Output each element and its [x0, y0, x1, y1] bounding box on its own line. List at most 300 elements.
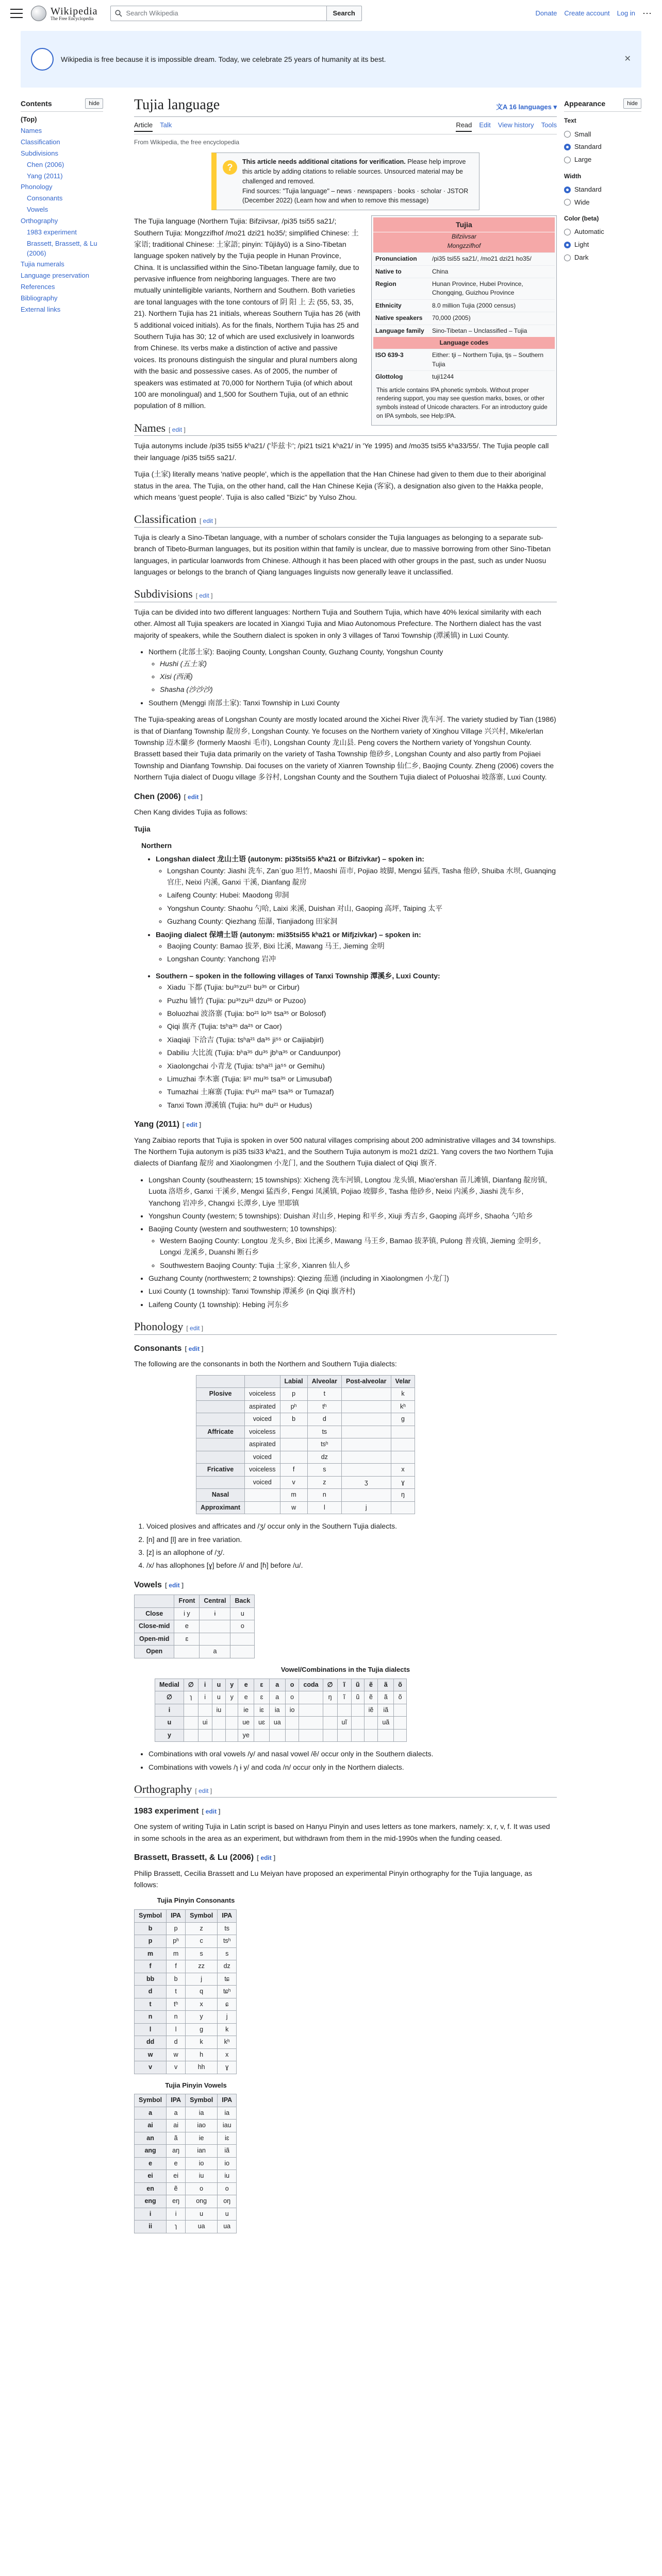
- table-cell: o: [186, 2182, 218, 2195]
- table-cell: [226, 1704, 238, 1717]
- table-cell: Close-mid: [135, 1620, 174, 1633]
- table-cell: [351, 1717, 364, 1730]
- article-body: [134, 215, 557, 419]
- table-cell: [196, 1451, 245, 1464]
- table-cell: iẽ: [364, 1704, 378, 1717]
- color-automatic[interactable]: [564, 226, 641, 239]
- table-cell: ʒ: [342, 1476, 391, 1489]
- table-cell: n: [307, 1489, 341, 1502]
- table-cell: [337, 1704, 351, 1717]
- table-row: [135, 2011, 237, 2024]
- table-header: y: [226, 1679, 238, 1691]
- paragraph: Tujia is clearly a Sino-Tibetan language, with a number of scholars consider the Tujia languages as belonging to a separate sub-branch of Tibeto-Burman languages, but its position within that family is unclear, due to massive borrowing from other Sino-Tibetan languages, in particular loanwords from Chinese. Although it has been placed with other groups in the past, such as under Nuosu languages or belongs to the branch of Qiang languages linguists now generally leave it unclassified.: [134, 533, 551, 577]
- table-header: IPA: [167, 1910, 186, 1923]
- toc-item[interactable]: Tujia numerals: [21, 260, 64, 268]
- table-row: [196, 1413, 415, 1426]
- width-wide[interactable]: [564, 196, 641, 209]
- infobox-key: Language family: [375, 327, 424, 334]
- table-cell: iu: [218, 2170, 237, 2183]
- vowel-table: [134, 1595, 255, 1658]
- ipa-notice: This article contains IPA phonetic symbols. Without proper rendering support, you may see question marks, boxes, or other symbols instead of Unicode characters. For an introductory guide on IPA symbols, see Help:IPA.: [376, 387, 548, 419]
- table-cell: ie: [238, 1704, 254, 1717]
- list-item: ◦ Western Baojing County: Longtou 龙头乡, Bixi 比溪乡, Mawang 马王乡, Bamao 拔茅镇, Pulong 普戎镇, Jieming 金明乡, Longxi 龙溪乡, Duanshi 断石乡: [160, 1235, 557, 1258]
- table-cell: ũ: [351, 1691, 364, 1704]
- close-icon[interactable]: ✕: [624, 55, 631, 64]
- toc-item[interactable]: Yang (2011): [27, 172, 63, 180]
- table-cell: b: [135, 1922, 167, 1935]
- tab-article[interactable]: Article: [134, 120, 153, 132]
- subdivision-list: [148, 646, 557, 708]
- table-row: [135, 2208, 237, 2221]
- table-row: [196, 1438, 415, 1451]
- heading-text: Yang (2011): [134, 1120, 180, 1129]
- table-header-row: [135, 1595, 255, 1608]
- table-cell: ɕ: [218, 1998, 237, 2011]
- table-cell: [391, 1426, 415, 1438]
- table-header: Symbol: [186, 1910, 218, 1923]
- table-cell: [200, 1633, 230, 1646]
- table-row: [135, 1947, 237, 1960]
- edit-section-link[interactable]: [ edit ]: [169, 426, 186, 433]
- table-cell: v: [167, 2061, 186, 2074]
- appearance-hide-button[interactable]: hide: [623, 98, 641, 109]
- heading-text: Orthography: [134, 1782, 192, 1795]
- list-item: • Longshan County (southeastern; 15 townships): Xicheng 洗车河镇, Longtou 龙头镇, Miao'ershan 苗儿滩镇, Dianfang 靛房镇, Luota 洛塔乡, Ganxi 干溪乡, Mengxi 猛西乡, Fengxi 凤溪镇, Pojiao 坡脚乡, Tasha 他砂乡, Neixi 内溪乡, Jiashi 洗车乡, Yanchong 岩冲乡, Changxi 长潭乡, Liye 里耶镇: [148, 1174, 557, 1209]
- table-cell: aspirated: [245, 1400, 280, 1413]
- paragraph: Chen Kang divides Tujia as follows:: [134, 808, 248, 817]
- heading-text: Brassett, Brassett, & Lu (2006): [134, 1853, 254, 1862]
- table-cell: i y: [174, 1607, 200, 1620]
- table-row: [135, 1986, 237, 1998]
- search-button[interactable]: Search: [327, 6, 362, 21]
- table-cell: [196, 1438, 245, 1451]
- table-header: coda: [299, 1679, 323, 1691]
- infobox-key: ISO 639-3: [375, 351, 404, 359]
- infobox-row: [373, 265, 555, 278]
- list-item: [148, 646, 557, 696]
- lead-paragraph: The Tujia language (Northern Tujia: Bifziivsar, /pi35 tsi55 sa21/; Southern Tujia: Mongzzifhof /mo21 dzi21 ho35/; simplified Chinese: 土家语; traditional Chinese: 土家語; pinyin: Tǔjiāyǔ) is a Sino-Tibetan language spoken natively by the Tujia people in Hunan Province, China. It is unclassified within the Sino-Tibetan language family, due to pervasive influence from neighboring languages. There are two mutually unintelligible variants, Northern and Southern. Both varieties are tonal languages with the tone contours of 阴 阳 上 去 (55, 53, 35, 21). Northern Tujia has 21 initials, whereas Southern Tujia has 26 (with 5 additional voiced initials). As for the finals, Northern Tujia has 25 and Southern Tujia has 30; 12 of which are used exclusively in loanwords from Chinese. Its verbs make a distinction of active and passive voices. Its pronouns distinguish the singular and plural numbers along with the basic and possessive cases. As of 2005, the number of speakers was estimated at 70,000 for Northern Tujia (of which about 100 are monolingual) and 1,500 for Southern Tujia, out of an ethnic population of 8 million.: [134, 217, 360, 410]
- table-cell: w: [167, 2048, 186, 2061]
- width-standard[interactable]: [564, 183, 641, 196]
- table-cell: [280, 1426, 307, 1438]
- table-cell: j: [186, 1973, 218, 1986]
- infobox-value: tuji1244: [432, 373, 454, 381]
- table-row: [135, 1646, 255, 1658]
- table-cell: [196, 1400, 245, 1413]
- text-size-small[interactable]: [564, 128, 641, 141]
- table-cell: b: [280, 1413, 307, 1426]
- table-cell: e: [174, 1620, 200, 1633]
- table-cell: tsʰ: [218, 1935, 237, 1948]
- table-cell: i: [135, 2208, 167, 2221]
- table-cell: w: [280, 1501, 307, 1514]
- paragraph: The following are the consonants in both the Northern and Southern Tujia dialects:: [134, 1360, 397, 1368]
- toc-item[interactable]: Vowels: [27, 206, 48, 214]
- option-label: Dark: [574, 253, 589, 261]
- list-item: [156, 970, 557, 1111]
- table-cell: p: [167, 1922, 186, 1935]
- table-row: [135, 2182, 237, 2195]
- list-item: ◦ Limuzhai 李木寨 (Tujia: li²¹ mu³⁵ tsa³⁵ or Limusubaf): [167, 1073, 557, 1084]
- site-header: [0, 0, 662, 27]
- table-cell: pʰ: [280, 1400, 307, 1413]
- toc-item[interactable]: Consonants: [27, 194, 63, 202]
- table-cell: [299, 1704, 323, 1717]
- option-label: Light: [574, 241, 589, 249]
- list-item: ◦ Qiqi 旗齐 (Tujia: tsʰa³⁵ da²⁵ or Caor): [167, 1021, 557, 1032]
- section-vowels: [134, 1579, 557, 1592]
- edit-section-link[interactable]: [ edit ]: [186, 1325, 204, 1332]
- table-cell: [391, 1451, 415, 1464]
- table-cell: x: [391, 1464, 415, 1477]
- consonant-table: [196, 1375, 415, 1515]
- wikipedia-logo[interactable]: [31, 6, 98, 21]
- edit-section-link[interactable]: [ edit ]: [183, 1121, 202, 1129]
- table-cell: Fricative: [196, 1464, 245, 1477]
- table-cell: [196, 1413, 245, 1426]
- toc-item[interactable]: Classification: [21, 138, 60, 146]
- table-cell: oŋ: [218, 2195, 237, 2208]
- toc-item[interactable]: Language preservation: [21, 272, 89, 280]
- edit-section-link[interactable]: [ edit ]: [195, 592, 213, 600]
- list-item: ◦ Longshan County: Yanchong 岩冲: [167, 953, 557, 964]
- table-row: [135, 2132, 237, 2145]
- table-cell: d: [307, 1413, 341, 1426]
- table-cell: [342, 1489, 391, 1502]
- table-cell: a: [135, 2107, 167, 2120]
- table-row: [135, 2023, 237, 2036]
- pinyin-vowel-table: [134, 2094, 237, 2233]
- tab-talk[interactable]: Talk: [160, 121, 172, 129]
- heading-text: Subdivisions: [134, 587, 193, 601]
- table-cell: [391, 1501, 415, 1514]
- appearance-panel: [564, 98, 641, 269]
- table-row: [135, 1935, 237, 1948]
- table-cell: voiced: [245, 1451, 280, 1464]
- table-cell: [337, 1729, 351, 1742]
- list-item: • Combinations with oral vowels /y/ and nasal vowel /ẽ/ occur only in the Southern dialects.: [148, 1748, 557, 1759]
- section-1983-experiment: [134, 1805, 557, 1818]
- donate-link[interactable]: Donate: [535, 9, 557, 17]
- option-label: Small: [574, 130, 591, 138]
- list-item: ◦ Laifeng County: Hubei: Maodong 卯洞: [167, 889, 557, 901]
- table-row: [135, 1998, 237, 2011]
- table-cell: [394, 1717, 407, 1730]
- table-header: Labial: [280, 1375, 307, 1388]
- toc-item[interactable]: 1983 experiment: [27, 228, 77, 236]
- table-cell: o: [230, 1620, 255, 1633]
- table-cell: z: [307, 1476, 341, 1489]
- table-row: [135, 2195, 237, 2208]
- chen-northern-heading: Northern: [141, 841, 172, 850]
- banner-logo-icon: [31, 48, 54, 71]
- table-cell: uĩ: [337, 1717, 351, 1730]
- table-header: Symbol: [135, 2094, 167, 2107]
- table-cell: ts: [307, 1426, 341, 1438]
- table-cell: tʰ: [167, 1998, 186, 2011]
- table-cell: ye: [238, 1729, 254, 1742]
- table-cell: [342, 1438, 391, 1451]
- table-header-row: [196, 1375, 415, 1388]
- infobox-value: 8.0 million Tujia (2000 census): [432, 301, 516, 309]
- table-cell: j: [218, 2011, 237, 2024]
- infobox-value: Either: tji – Northern Tujia, tjs – Southern Tujia: [432, 351, 544, 368]
- table-cell: iau: [218, 2120, 237, 2132]
- table-header: Central: [200, 1595, 230, 1608]
- edit-section-link[interactable]: [ edit ]: [164, 1581, 184, 1589]
- table-cell: e: [167, 2157, 186, 2170]
- table-row: [196, 1426, 415, 1438]
- color-light[interactable]: [564, 239, 641, 251]
- list-item: ◦ Southwestern Baojing County: Tujia 土家乡, Xianren 仙人乡: [160, 1260, 557, 1271]
- table-cell: [212, 1717, 226, 1730]
- table-cell: ɛ: [174, 1633, 200, 1646]
- table-cell: ei: [167, 2170, 186, 2183]
- list-item: 3. [z] is an allophone of /ʒ/.: [146, 1547, 557, 1558]
- toc-item[interactable]: (Top): [21, 115, 37, 124]
- login-link[interactable]: Log in: [617, 9, 635, 17]
- table-cell: q: [186, 1986, 218, 1998]
- table-cell: ua: [269, 1717, 285, 1730]
- table-cell: u: [230, 1607, 255, 1620]
- table-cell: ii: [135, 2221, 167, 2233]
- table-header: Medial: [155, 1679, 184, 1691]
- table-row: [135, 1633, 255, 1646]
- infobox-row: [373, 278, 555, 299]
- toc-item[interactable]: Chen (2006): [27, 160, 64, 168]
- table-cell: n: [167, 2011, 186, 2024]
- color-dark[interactable]: [564, 251, 641, 264]
- table-cell: h: [186, 2048, 218, 2061]
- edit-section-link[interactable]: [ edit ]: [199, 517, 217, 525]
- citation-notice: [211, 152, 479, 210]
- list-item: ◦ Tumazhai 土麻寨 (Tujia: tʰu²¹ ma²¹ tsa³⁵ or Tumazaf): [167, 1086, 557, 1097]
- list-item: ◦ Baojing County: Bamao 拔茅, Bixi 比溪, Mawang 马王, Jieming 金明: [167, 940, 557, 952]
- infobox-key: Ethnicity: [375, 301, 402, 309]
- table-cell: voiced: [245, 1476, 280, 1489]
- table-cell: Open-mid: [135, 1633, 174, 1646]
- tab-read[interactable]: Read: [456, 120, 472, 132]
- table-header: IPA: [167, 2094, 186, 2107]
- table-cell: [351, 1729, 364, 1742]
- table-cell: e: [238, 1691, 254, 1704]
- list-item: ◦ Guzhang County: Qiezhang 茄瀑, Tianjiadong 田家洞: [167, 916, 557, 927]
- table-cell: s: [307, 1464, 341, 1477]
- table-cell: [226, 1729, 238, 1742]
- section-subdivisions: [134, 587, 557, 602]
- table-cell: y: [186, 2011, 218, 2024]
- table-cell: io: [285, 1704, 299, 1717]
- table-cell: [323, 1729, 337, 1742]
- radio-icon: [564, 199, 571, 206]
- table-cell: ai: [167, 2120, 186, 2132]
- list-item: • Laifeng County (1 township): Hebing 河东乡: [148, 1299, 557, 1310]
- language-count: 16 languages: [509, 103, 552, 111]
- table-row: [155, 1691, 407, 1704]
- table-header: Velar: [391, 1375, 415, 1388]
- table-cell: [212, 1729, 226, 1742]
- list-item: ◦ Xiadu 下都 (Tujia: bu³⁵zu²¹ bu³⁵ or Cirbur): [167, 981, 557, 993]
- table-cell: [245, 1489, 280, 1502]
- toc-item[interactable]: Orthography: [21, 216, 58, 225]
- table-cell: [184, 1717, 198, 1730]
- table-cell: g: [186, 2023, 218, 2036]
- table-of-contents: [21, 98, 103, 316]
- toc-item[interactable]: Names: [21, 127, 42, 135]
- infobox-row: [373, 349, 555, 370]
- table-row: [196, 1388, 415, 1401]
- table-cell: u: [212, 1691, 226, 1704]
- list-item: [148, 1223, 557, 1271]
- table-cell: i: [155, 1704, 184, 1717]
- table-cell: [285, 1717, 299, 1730]
- radio-icon: [564, 157, 571, 163]
- table-cell: iã: [378, 1704, 394, 1717]
- list-item-text: Longshan dialect 龙山土语 (autonym: pi35tsi55 kʰa21 or Bifzivkar) – spoken in:: [156, 855, 424, 863]
- table-cell: bb: [135, 1973, 167, 1986]
- table-cell: [342, 1451, 391, 1464]
- table-cell: en: [135, 2182, 167, 2195]
- table-cell: ɣ: [218, 2061, 237, 2074]
- table-cell: y: [155, 1729, 184, 1742]
- table-cell: a: [167, 2107, 186, 2120]
- lead-section: [134, 215, 361, 412]
- table-cell: z: [186, 1922, 218, 1935]
- chen-southern-list: [156, 970, 557, 1111]
- toc-item[interactable]: Brassett, Brassett, & Lu (2006): [27, 239, 97, 257]
- edit-section-link[interactable]: [ edit ]: [185, 1345, 204, 1352]
- table-cell: [323, 1717, 337, 1730]
- heading-text: Vowels: [134, 1580, 162, 1589]
- list-item: 2. [n] and [l] are in free variation.: [146, 1534, 557, 1545]
- table-cell: uɛ: [254, 1717, 270, 1730]
- infobox-key: Region: [375, 280, 396, 287]
- infobox-value: Sino-Tibetan – Unclassified – Tujia: [432, 327, 527, 334]
- text-size-large[interactable]: [564, 154, 641, 166]
- option-label: Automatic: [574, 228, 604, 236]
- table-row: [135, 2107, 237, 2120]
- table-row: [155, 1729, 407, 1742]
- infobox-value: /pi35 tsi55 sa21/, /mo21 dzi21 ho35/: [432, 255, 532, 263]
- option-label: Large: [574, 155, 592, 163]
- radio-icon: [564, 255, 571, 261]
- infobox-key: Glottolog: [375, 373, 403, 381]
- table-header: ĩ: [337, 1679, 351, 1691]
- table-cell: k: [186, 2036, 218, 2049]
- table-cell: [342, 1464, 391, 1477]
- banner-text: Wikipedia is free because it is impossible dream. Today, we celebrate 25 years of humanity at its best.: [61, 55, 386, 63]
- color-label: Color (beta): [564, 215, 599, 223]
- table-cell: [174, 1646, 200, 1658]
- table-row: [135, 2221, 237, 2233]
- text-size-standard[interactable]: [564, 141, 641, 154]
- table-header: a: [269, 1679, 285, 1691]
- edit-section-link[interactable]: [ edit ]: [202, 1807, 221, 1815]
- language-button[interactable]: 文A 16 languages ▾: [495, 103, 557, 111]
- edit-section-link[interactable]: [ edit ]: [184, 793, 203, 801]
- infobox-subtitle: Bifziivsar Mongzzifhof: [373, 232, 555, 252]
- table-cell: [391, 1438, 415, 1451]
- table-cell: [184, 1729, 198, 1742]
- list-item-text: Southern – spoken in the following villages of Tanxi Township 潭溪乡, Luxi County:: [156, 971, 440, 980]
- table-cell: [196, 1476, 245, 1489]
- tab-view-history[interactable]: View history: [498, 121, 534, 129]
- list-item: ◦ Shasha (沙沙沙): [160, 684, 557, 695]
- table-cell: pʰ: [167, 1935, 186, 1948]
- table-cell: [184, 1704, 198, 1717]
- toc-item[interactable]: Bibliography: [21, 294, 58, 302]
- tab-tools[interactable]: Tools: [541, 121, 557, 129]
- search-input[interactable]: [110, 6, 327, 21]
- table-cell: tɕʰ: [218, 1986, 237, 1998]
- table-header: ã: [378, 1679, 394, 1691]
- list-item: ◦ Xisi (西溪): [160, 671, 557, 682]
- table-cell: m: [280, 1489, 307, 1502]
- table-cell: d: [167, 2036, 186, 2049]
- tab-edit[interactable]: Edit: [479, 121, 491, 129]
- list-item: ◦ Longshan County: Jiashi 洗车, Zanˈguo 坦竹, Maoshi 苗市, Pojiao 坡脚, Mengxi 猛西, Tasha 他砂, Shuiba 水坝, Guanqing 官庄, Neixi 内溪, Ganxi 干溪, Dianfang 靛房: [167, 865, 557, 888]
- table-cell: Open: [135, 1646, 174, 1658]
- table-cell: io: [218, 2157, 237, 2170]
- table-header: ẽ: [364, 1679, 378, 1691]
- table-cell: ua: [186, 2221, 218, 2233]
- toc-item[interactable]: External links: [21, 305, 61, 313]
- table-cell: b: [167, 1973, 186, 1986]
- search-placeholder: Search Wikipedia: [126, 9, 178, 17]
- heading-text: Chen (2006): [134, 792, 181, 801]
- table-row: [135, 1973, 237, 1986]
- infobox-row: [373, 312, 555, 324]
- toc-item[interactable]: Subdivisions: [21, 149, 58, 157]
- table-cell: t: [167, 1986, 186, 1998]
- toc-item[interactable]: References: [21, 283, 55, 291]
- section-consonants: [134, 1342, 557, 1355]
- table-cell: a: [269, 1691, 285, 1704]
- section-chen-2006: [134, 790, 557, 804]
- table-cell: voiceless: [245, 1464, 280, 1477]
- table-cell: [342, 1388, 391, 1401]
- width-label: Width: [564, 172, 582, 180]
- more-options-icon[interactable]: ⋯: [642, 8, 652, 19]
- infobox-row: [373, 325, 555, 337]
- paragraph: Tujia autonyms include /pi35 tsi55 kʰa21/ ('毕兹卡'; /pi21 tsi21 kʰa21/ in 'Ye 1995) and /mo35 tsi55 kʰa33/55/. The Tujia people call their language /pi35 tsi55 sa21/.: [134, 442, 549, 462]
- table-cell: iɛ: [218, 2132, 237, 2145]
- table-cell: an: [135, 2132, 167, 2145]
- edit-section-link[interactable]: [ edit ]: [257, 1854, 276, 1861]
- table-header-row: [135, 1910, 237, 1923]
- table-header: Symbol: [135, 1910, 167, 1923]
- toc-hide-button[interactable]: hide: [85, 98, 103, 109]
- toc-item[interactable]: Phonology: [21, 183, 53, 191]
- edit-section-link[interactable]: [ edit ]: [195, 1787, 212, 1794]
- table-cell: [226, 1717, 238, 1730]
- infobox-row: [373, 299, 555, 312]
- paragraph: Philip Brassett, Cecilia Brassett and Lu Meiyan have proposed an experimental Pinyin orthography for the Tujia language, as follows:: [134, 1869, 533, 1889]
- infobox-row: [373, 252, 555, 265]
- notice-title: This article needs additional citations for verification.: [242, 158, 406, 166]
- section-brassett: [134, 1851, 557, 1865]
- table-cell: voiced: [245, 1413, 280, 1426]
- table-cell: ua: [218, 2221, 237, 2233]
- table-cell: tɕ: [218, 1973, 237, 1986]
- table-caption: Vowel/Combinations in the Tujia dialects: [280, 1665, 410, 1673]
- table-cell: [269, 1729, 285, 1742]
- table-header-row: [155, 1679, 407, 1691]
- main-menu-icon[interactable]: [10, 9, 23, 18]
- list-item: • Guzhang County (northwestern; 2 townships): Qiezing 茄通 (including in Xiaolongmen 小龙门): [148, 1273, 557, 1284]
- create-account-link[interactable]: Create account: [564, 9, 610, 17]
- option-label: Wide: [574, 198, 590, 206]
